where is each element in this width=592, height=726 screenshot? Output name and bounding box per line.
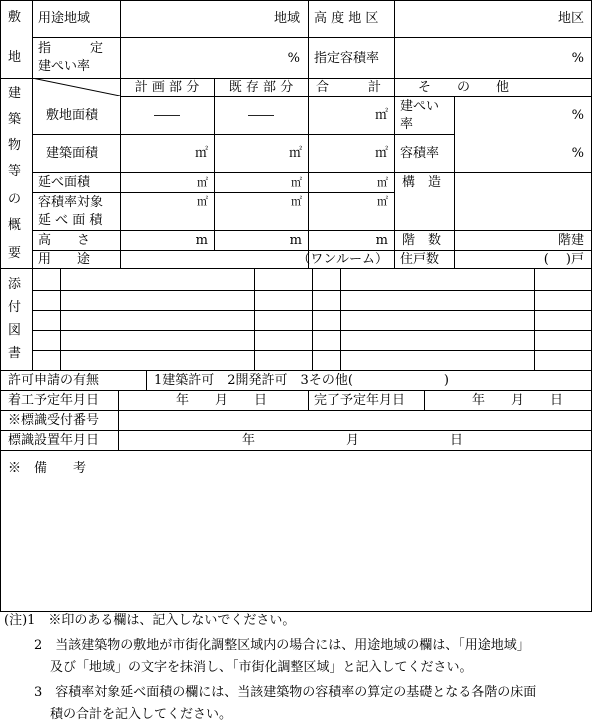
far-ratio-unit: % <box>571 146 584 161</box>
attach-side-label-1: 添 <box>8 277 22 292</box>
building-side-label-6: 概 <box>8 218 22 233</box>
permit-label: 許可申請の有無 <box>8 373 100 388</box>
floor-area-plan-unit: ㎡ <box>197 176 208 189</box>
rule <box>340 268 341 370</box>
rule <box>32 250 592 251</box>
end-date-label: 完了予定年月日 <box>314 393 406 408</box>
rule <box>308 0 309 78</box>
rule <box>118 390 119 450</box>
end-date-value: 年 月 日 <box>472 393 564 408</box>
permit-value: 1建築許可 2開発許可 3その他( ) <box>154 373 449 388</box>
start-date-value: 年 月 日 <box>176 393 268 408</box>
rule <box>32 230 592 231</box>
site-side-label-1: 敷 <box>8 10 22 25</box>
height-plan-unit: m <box>195 233 208 248</box>
zoning-label: 用途地域 <box>38 11 91 26</box>
rule <box>308 390 309 410</box>
coverage-ratio-unit: % <box>571 108 584 123</box>
building-side-label-1: 建 <box>8 86 22 101</box>
attach-side-label-2: 付 <box>8 300 22 315</box>
site-side-label-2: 地 <box>8 50 22 65</box>
coverage-ratio-label-1: 建ぺい <box>400 99 440 114</box>
rule <box>120 0 121 78</box>
floors-unit: 階建 <box>557 233 584 248</box>
rule <box>534 268 535 370</box>
rule <box>0 0 1 612</box>
building-area-label: 建築面積 <box>46 146 99 161</box>
building-side-label-4: 等 <box>8 164 22 179</box>
floor-area-label: 延べ面積 <box>38 175 91 190</box>
sign-number-label: ※標識受付番号 <box>8 413 100 428</box>
attach-side-label-4: 書 <box>8 346 22 361</box>
rule <box>146 370 147 390</box>
sign-date-value: 年 月 日 <box>242 433 464 448</box>
coverage-unit: % <box>287 51 300 66</box>
building-side-label-5: の <box>8 192 22 207</box>
rule <box>454 96 455 268</box>
site-area-existing: ―― <box>248 108 274 123</box>
rule <box>308 78 309 268</box>
diagonal-rule <box>32 78 120 96</box>
coverage-label-2: 建ぺい率 <box>38 59 91 74</box>
col-total: 合 計 <box>316 80 382 95</box>
height-label: 高 さ <box>38 233 91 248</box>
note-1: (注)1 ※印のある欄は、記入しないでください。 <box>4 613 296 628</box>
far-floor-plan-unit: ㎡ <box>197 195 208 208</box>
rule <box>0 430 592 431</box>
height-total-unit: m <box>375 233 388 248</box>
zoning-value: 地域 <box>273 11 300 26</box>
rule <box>214 78 215 250</box>
floor-area-existing-unit: ㎡ <box>291 176 302 189</box>
rule <box>312 268 313 370</box>
rule <box>32 0 33 370</box>
sign-date-label: 標識設置年月日 <box>8 433 100 448</box>
height-existing-unit: m <box>289 233 302 248</box>
far-floor-total-unit: ㎡ <box>377 195 388 208</box>
site-area-total-unit: ㎡ <box>374 108 388 123</box>
floor-area-total-unit: ㎡ <box>377 176 388 189</box>
col-plan: 計 画 部 分 <box>134 80 200 95</box>
note-2-line-1: 2 当該建築物の敷地が市街化調整区域内の場合には、用途地域の欄は、「用途地域」 <box>34 638 530 653</box>
height-district-label: 高 度 地 区 <box>314 11 379 26</box>
far-floor-label-2: 延 べ 面 積 <box>38 213 103 228</box>
rule <box>0 390 592 391</box>
rule <box>120 96 592 97</box>
rule <box>32 172 592 173</box>
coverage-label-1: 指 定 <box>38 41 104 56</box>
rule <box>254 268 255 370</box>
building-side-label-3: 物 <box>8 138 22 153</box>
col-existing: 既 存 部 分 <box>228 80 294 95</box>
structure-label: 構 造 <box>402 175 442 190</box>
site-area-label: 敷地面積 <box>46 108 99 123</box>
rule <box>0 268 592 269</box>
far-unit: % <box>571 51 584 66</box>
building-area-plan-unit: ㎡ <box>194 146 208 161</box>
rule <box>394 78 395 268</box>
rule <box>0 410 592 411</box>
far-label: 指定容積率 <box>314 51 380 66</box>
attach-side-label-3: 図 <box>8 323 22 338</box>
rule <box>32 134 454 135</box>
rule <box>32 192 394 193</box>
rule <box>394 0 395 78</box>
rule <box>120 250 121 268</box>
building-area-existing-unit: ㎡ <box>288 146 302 161</box>
note-3-line-1: 3 容積率対象延べ面積の欄には、当該建築物の容積率の算定の基礎となる各階の床面 <box>34 685 537 700</box>
building-side-label-7: 要 <box>8 246 22 261</box>
height-district-value: 地区 <box>557 11 584 26</box>
units-value: ( )戸 <box>543 252 584 267</box>
far-ratio-label: 容積率 <box>400 146 440 161</box>
far-floor-label-1: 容積率対象 <box>38 195 104 210</box>
remarks-label: ※ 備 考 <box>8 461 87 476</box>
rule <box>120 78 121 250</box>
building-side-label-2: 築 <box>8 112 22 127</box>
rule <box>0 0 592 1</box>
rule <box>0 370 592 371</box>
note-2-line-2: 及び「地域」の文字を抹消し、「市街化調整区域」と記入してください。 <box>50 660 473 675</box>
site-area-plan: ―― <box>154 108 180 123</box>
rule <box>60 268 61 370</box>
note-3-line-2: 積の合計を記入してください。 <box>50 707 233 722</box>
use-value: （ワンルーム） <box>297 252 388 267</box>
building-area-total-unit: ㎡ <box>374 146 388 161</box>
use-label: 用 途 <box>38 252 91 267</box>
start-date-label: 着工予定年月日 <box>8 393 100 408</box>
rule <box>32 37 592 38</box>
far-floor-existing-unit: ㎡ <box>291 195 302 208</box>
floors-label: 階 数 <box>402 233 442 248</box>
units-label: 住戸数 <box>400 252 440 267</box>
coverage-ratio-label-2: 率 <box>400 117 414 132</box>
rule <box>0 450 592 451</box>
col-other: そ の 他 <box>418 80 510 95</box>
rule <box>424 390 425 410</box>
